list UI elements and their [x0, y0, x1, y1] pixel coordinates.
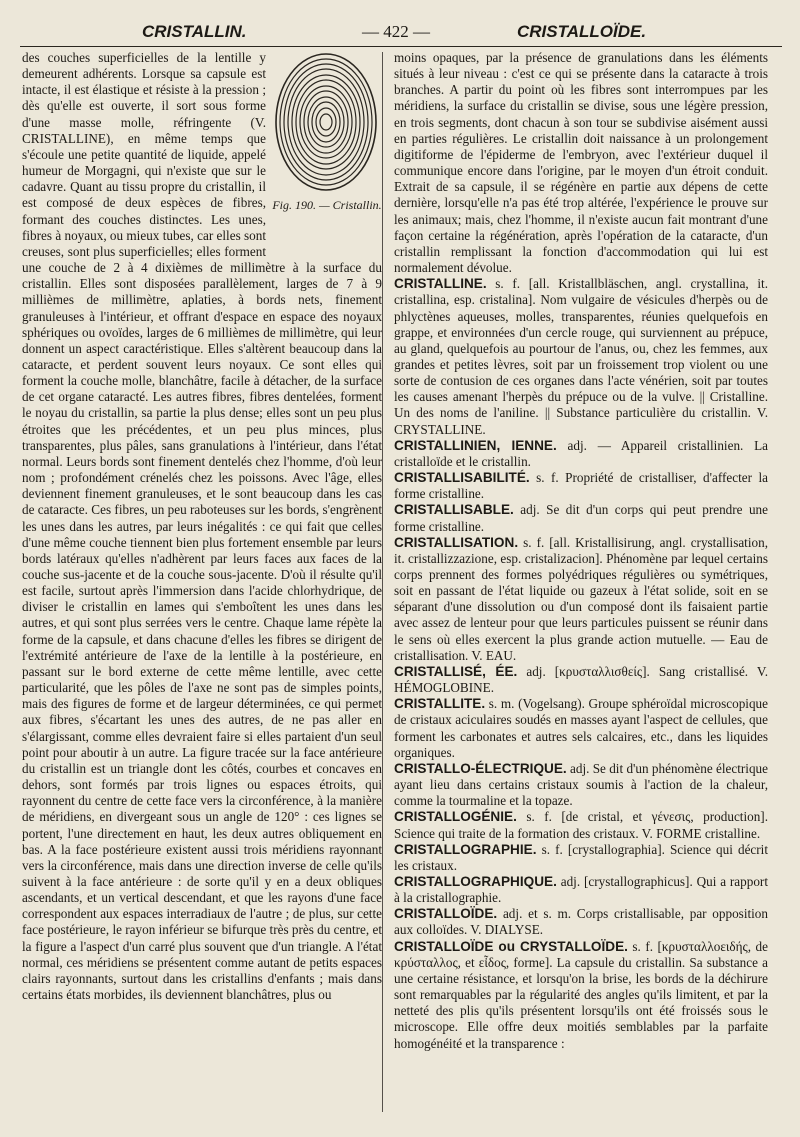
left-column: [22, 50, 382, 1003]
entry-headword: CRISTALLITE.: [394, 696, 486, 712]
entry-definition: s. f. [all. Kristallbläschen, angl. crystallina, it. cristallina, esp. cristalina]. Nom vulgaire de vésicules d'herpès ou de phlyctènes aqueuses, molles, transparentes, réunies quelquefois en grappe, et environnées d'un cercle rouge, qui surviennent au prépuce, au gland, quelquefois au pourtour de l'anus, ou, chez les femmes, aux grandes et petites lèvres, soit par un froissement trop violent ou une sorte de contusion de ces organes dans l'acte vénérien, soit par toutes les causes amenant l'herpès du prépuce ou de la vulve. || Cristalline. Un des noms de l'aniline. || Substance particulière du cristallin. V. CRYSTALLINE.: [394, 276, 768, 437]
entry-definition: s. f. [all. Kristallisirung, angl. crystallisation, it. cristallizzazione, esp. cristalizacion]. Phénomène par lequel certains corps prennent des formes polyédriques régulières ou symétriques, soit en passant de l'état liquide ou gazeux à l'état solide, soit en se séparant d'une dissolution ou d'un composé dont ils faisaient partie avec assez de lenteur pour que leurs particules puissent se réunir dans le sens où elles exercent la plus grande action mutuelle. — Eau de cristallisation. V. EAU.: [394, 534, 768, 663]
entry-headword: CRISTALLINIEN, IENNE.: [394, 437, 557, 453]
dictionary-entry: [394, 276, 768, 438]
entry-headword: CRISTALLISÉ, ÉE.: [394, 663, 518, 679]
entry-definition: s. f. Propriété de cristalliser, d'affecter la forme cristalline.: [394, 470, 768, 502]
entry-definition: s. f. [κρυσταλλοειδής, de κρύσταλλος, et εἶδος, forme]. La capsule du cristallin. Sa substance a une certaine résistance, et lorsqu'on la brise, les bords de la déchirure sont remarquables par la régularité des angles qu'ils limitent, et par la netteté des plis qu'ils présentent lorsqu'ils ont été froissés sous le microscope. Elle offre deux moitiés semblables par la parfaite homogénéité et la transparence :: [394, 938, 768, 1051]
page-number: — 422 —: [362, 22, 430, 41]
dictionary-entry: [394, 664, 768, 696]
entry-headword: CRISTALLOÏDE ou CRYSTALLOÏDE.: [394, 938, 628, 954]
entry-headword: CRISTALLISABILITÉ.: [394, 470, 530, 486]
dictionary-entry: [394, 842, 768, 874]
figure-caption: Fig. 190. — Cristallin.: [272, 198, 382, 212]
entry-headword: CRISTALLISATION.: [394, 534, 519, 550]
entry-headword: CRISTALLISABLE.: [394, 502, 514, 518]
column-divider: [382, 52, 383, 1112]
dictionary-entry: [394, 535, 768, 664]
lens-figure: [272, 50, 382, 246]
entry-definition: s. f. [crystallographia]. Science qui décrit les cristaux.: [394, 841, 768, 873]
cristallin-continuation: des couches superficielles de la lentille y demeurent adhérents. Lorsque sa capsule est intacte, il est élastique et résiste à la pression ; dès qu'elle est ouverte, il sort sous forme d'une masse molle, réfringente (V. CRISTALLINE), en même temps que s'écoule une petite quantité de liquide, appelé humeur de Morgagni, qui n'existe que sur le cadavre. Quant au tissu propre du cristallin, il est composé de deux espèces de fibres, formant des couches distinctes. Les unes, fibres à noyaux, ou mieux tubes, car elles sont creuses, sont plus superficielles; elles forment une couche de 2 à 4 dixièmes de millimètre à la surface du cristallin. Elles sont disposées parallèlement, larges de 7 à 9 millièmes de millimètre, aplaties, à bords nets, finement granuleuses à l'intérieur, et offrant d'espace en espace des noyaux sphériques ou ovoïdes, larges de 6 millièmes de millimètre, qui leur donnent un aspect caractéristique. Elles s'altèrent beaucoup dans la cataracte, et perdent souvent leurs noyaux. Ce sont elles qui forment la couche molle, blanchâtre, facile à détacher, de la surface de cet organe cataracté. Les autres fibres, fibres dentelées, forment le noyau du cristallin, sa partie la plus dense; elles sont un peu plus étroites que les précédentes, et un peu plus minces, plus transparentes, plus pâles, sans granulations à l'intérieur, dans l'état normal. Leurs bords sont finement dentelés chez l'homme, d'où leur nom ; profondément crénelés chez les poissons. Avec l'âge, elles deviennent finement granuleuses, et le sont beaucoup dans les cas de cataracte. Ces fibres, un peu raboteuses sur les bords, s'engrènent les unes dans les autres, par leurs inégalités : ce qui fait que celles d'une même couche tiennent bien plus fortement ensemble par leurs bords latéraux qu'elles n'adhèrent par leurs faces aux faces de la couche sus-jacente et de la couche sous-jacente. D'où il résulte qu'il est facile, surtout après l'immersion dans l'acide chlorhydrique, de diviser le cristallin en lames qui s'emboîtent les unes dans les autres, et qui sont plus serrées vers le centre. Chaque lame répète la forme de la capsule, et dans chacune d'elles les fibres se dirigent de l'extrémité antérieure de l'axe de la lentille à la postérieure, en passant sur le bord externe de cette même lentille, avec cette particularité, que les pôles de l'axe ne sont pas de simples points, mais des figures de forme et de largeur déterminées, ce qui permet aux fibres, s'écartant les unes des autres, de ne pas aller en s'élargissant, comme elles devraient faire si elles partaient d'un seul point pour aboutir à un autre. La figure tracée sur la face antérieure du cristallin est un triangle dont les côtés, courbes et concaves en dehors, sont formés par trois lignes ou espaces étroits, qui rayonnent du centre de cette face vers la circonférence, à la manière de méridiens, en divergeant sous un angle de 120° : ces lignes se portent, l'une directement en haut, les deux autres obliquement en bas. A la face postérieure existent aussi trois méridiens rayonnant vers la circonférence, mais dans une direction inverse de celle qu'ils suivent à la face antérieure : de sorte qu'il y en a deux obliques ascendants, et un vertical descendant, et que les rayons d'une face correspondent aux espaces interradiaux de l'autre ; de plus, sur cette face postérieure, le rayon inférieur se bifurque très près du centre, et la figure a l'aspect d'un carré plus souvent que d'un triangle. A l'état normal, ces méridiens se présentent comme autant de petits espaces clairs rayonnants, surtout dans les cristallins d'enfants ; mais dans certains états morbides, ils deviennent blanchâtres, plus ou: [22, 50, 382, 1003]
entry-definition: adj. Se dit d'un corps qui peut prendre une forme cristalline.: [394, 502, 768, 534]
entry-headword: CRISTALLOGRAPHIQUE.: [394, 873, 557, 889]
entry-definition: adj. [κρυσταλλισθείς]. Sang cristallisé. V. HÉMOGLOBINE.: [394, 663, 768, 696]
entry-headword: CRISTALLOGÉNIE.: [394, 809, 517, 825]
entry-headword: CRISTALLO-ÉLECTRIQUE.: [394, 760, 567, 776]
dictionary-entries: [394, 276, 768, 1052]
dictionary-entry: [394, 438, 768, 470]
entry-definition: adj. [crystallographicus]. Qui a rapport à la cristallographie.: [394, 873, 768, 906]
dictionary-entry: [394, 809, 768, 841]
dictionary-entry: [394, 696, 768, 761]
right-column: [394, 50, 768, 1052]
header-rule: [20, 46, 782, 47]
crystalline-lens-illustration: [274, 52, 378, 192]
cristallin-continuation-right: moins opaques, par la présence de granulations dans les éléments situés à leur niveau : c'est ce qui se présente dans la cataracte à trois branches. A partir du point où les fibres sont interrompues par les méridiens, la surface du cristallin se divise, sous une légère pression, en trois segments, dont chacun à son tour se subdivise aisément aussi en parties régulières. Le cristallin doit naissance à un prolongement digitiforme de l'épiderme de l'embryon, avec l'extérieur duquel il communique encore dans l'origine, par le moyen d'un étroit conduit. Extrait de sa capsule, il se régénère en partie aux dépens de cette dernière, lorsqu'elle n'a pas été trop altérée, l'expérience le prouve sur les animaux; mais, chez l'homme, il n'existe aucun fait montrant d'une façon certaine la régénération, après l'opération de la cataracte, d'un cristallin remplissant la fonction d'accommodation qui lui est normalement dévolue.: [394, 50, 768, 276]
entry-definition: s. m. (Vogelsang). Groupe sphéroïdal microscopique de cristaux aciculaires soudés en masses ayant l'aspect de cellules, que forment les carbonates et autres sels calcaires, etc., dans les liquides organiques.: [394, 696, 768, 760]
dictionary-entry: [394, 470, 768, 502]
dictionary-entry: [394, 906, 768, 938]
entry-definition: adj. et s. m. Corps cristallisable, par opposition aux colloïdes. V. DIALYSE.: [394, 906, 768, 938]
header-right-word: CRISTALLOÏDE.: [517, 22, 647, 41]
entry-definition: s. f. [de cristal, et γένεσις, production]. Science qui traite de la formation des cristaux. V. FORME cristalline.: [394, 809, 768, 841]
entry-definition: adj. — Appareil cristallinien. La cristalloïde et le cristallin.: [394, 437, 768, 469]
dictionary-entry: [394, 874, 768, 906]
header-left-word: CRISTALLIN.: [142, 22, 247, 41]
dictionary-entry: [394, 502, 768, 534]
entry-headword: CRISTALLOGRAPHIE.: [394, 841, 537, 857]
dictionary-entry: [394, 939, 768, 1052]
entry-headword: CRISTALLINE.: [394, 276, 487, 292]
dictionary-entry: [394, 761, 768, 809]
entry-headword: CRISTALLOÏDE.: [394, 906, 498, 922]
entry-definition: adj. Se dit d'un phénomène électrique ayant lieu dans certains cristaux soumis à l'action de la chaleur, comme la tourmaline et la topaze.: [394, 760, 768, 809]
running-head: [22, 18, 778, 44]
